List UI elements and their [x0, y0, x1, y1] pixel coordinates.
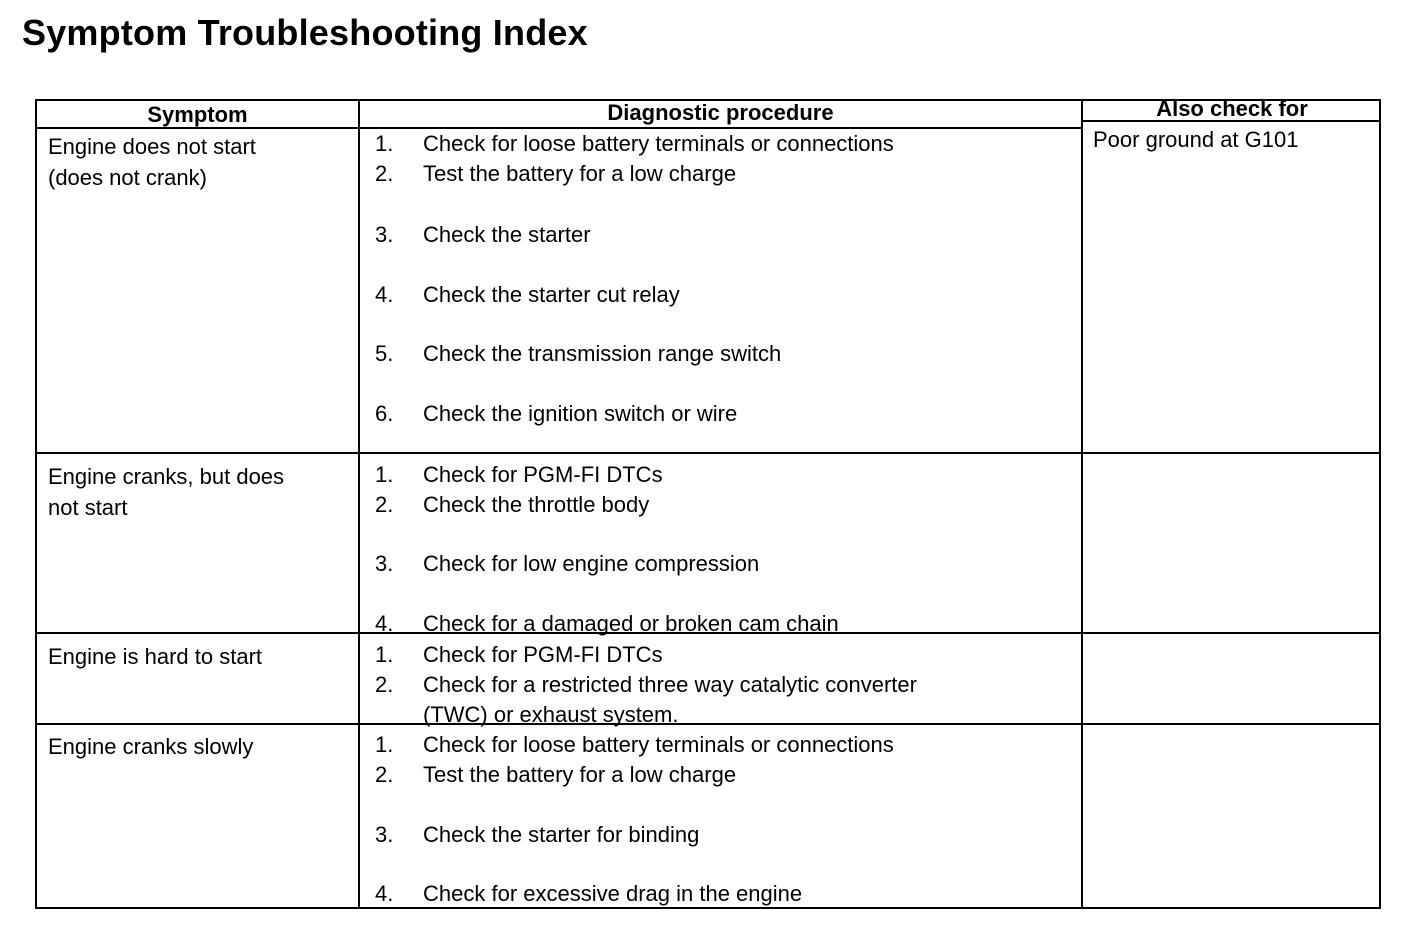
symptom-line: Engine cranks slowly: [48, 734, 254, 759]
step-number: 2.: [375, 762, 394, 787]
step-text: Check the starter for binding: [423, 822, 700, 847]
step-number: 3.: [375, 822, 394, 847]
step-number: 6.: [375, 401, 394, 426]
symptom-line: Engine is hard to start: [48, 644, 263, 669]
step-number: 2.: [375, 161, 394, 186]
row-divider: [37, 723, 1379, 725]
step-number: 5.: [375, 341, 394, 366]
step-number: 4.: [375, 881, 394, 906]
step-number: 1.: [375, 732, 394, 757]
step-text: Check the ignition switch or wire: [423, 401, 738, 426]
step-number: 1.: [375, 462, 394, 487]
step-text: Check for loose battery terminals or connections: [423, 131, 894, 156]
step-text: Test the battery for a low charge: [423, 161, 737, 186]
header-also-check-for: Also check for: [1156, 96, 1308, 121]
step-text: Check for PGM-FI DTCs: [423, 462, 663, 487]
also-check-text: Poor ground at G101: [1093, 127, 1299, 152]
step-text: Check for excessive drag in the engine: [423, 881, 803, 906]
step-number: 1.: [375, 642, 394, 667]
step-text: Check the starter: [423, 222, 591, 247]
header-diagnostic-procedure: Diagnostic procedure: [607, 100, 834, 125]
column-divider: [358, 101, 360, 907]
step-text: Check the throttle body: [423, 492, 650, 517]
step-text: Check the starter cut relay: [423, 282, 680, 307]
step-number: 4.: [375, 282, 394, 307]
step-number: 3.: [375, 551, 394, 576]
step-text: Check for PGM-FI DTCs: [423, 642, 663, 667]
symptom-line: Engine does not start: [48, 134, 256, 159]
step-number: 3.: [375, 222, 394, 247]
step-text: Check for low engine compression: [423, 551, 760, 576]
step-text: Check for loose battery terminals or connections: [423, 732, 894, 757]
step-text: Check for a damaged or broken cam chain: [423, 611, 839, 636]
step-number: 4.: [375, 611, 394, 636]
row-divider: [37, 452, 1379, 454]
symptom-line: (does not crank): [48, 165, 207, 190]
column-divider: [1081, 101, 1083, 907]
step-number: 1.: [375, 131, 394, 156]
step-number: 2.: [375, 672, 394, 697]
step-text: Check the transmission range switch: [423, 341, 782, 366]
step-text: (TWC) or exhaust system.: [423, 702, 679, 727]
symptom-line: Engine cranks, but does: [48, 464, 285, 489]
step-text: Test the battery for a low charge: [423, 762, 737, 787]
troubleshooting-table: [35, 96, 1381, 909]
step-number: 2.: [375, 492, 394, 517]
page-title: Symptom Troubleshooting Index: [22, 12, 588, 53]
step-text: Check for a restricted three way catalytic converter: [423, 672, 917, 697]
header-symptom: Symptom: [147, 102, 248, 127]
symptom-line: not start: [48, 495, 128, 520]
